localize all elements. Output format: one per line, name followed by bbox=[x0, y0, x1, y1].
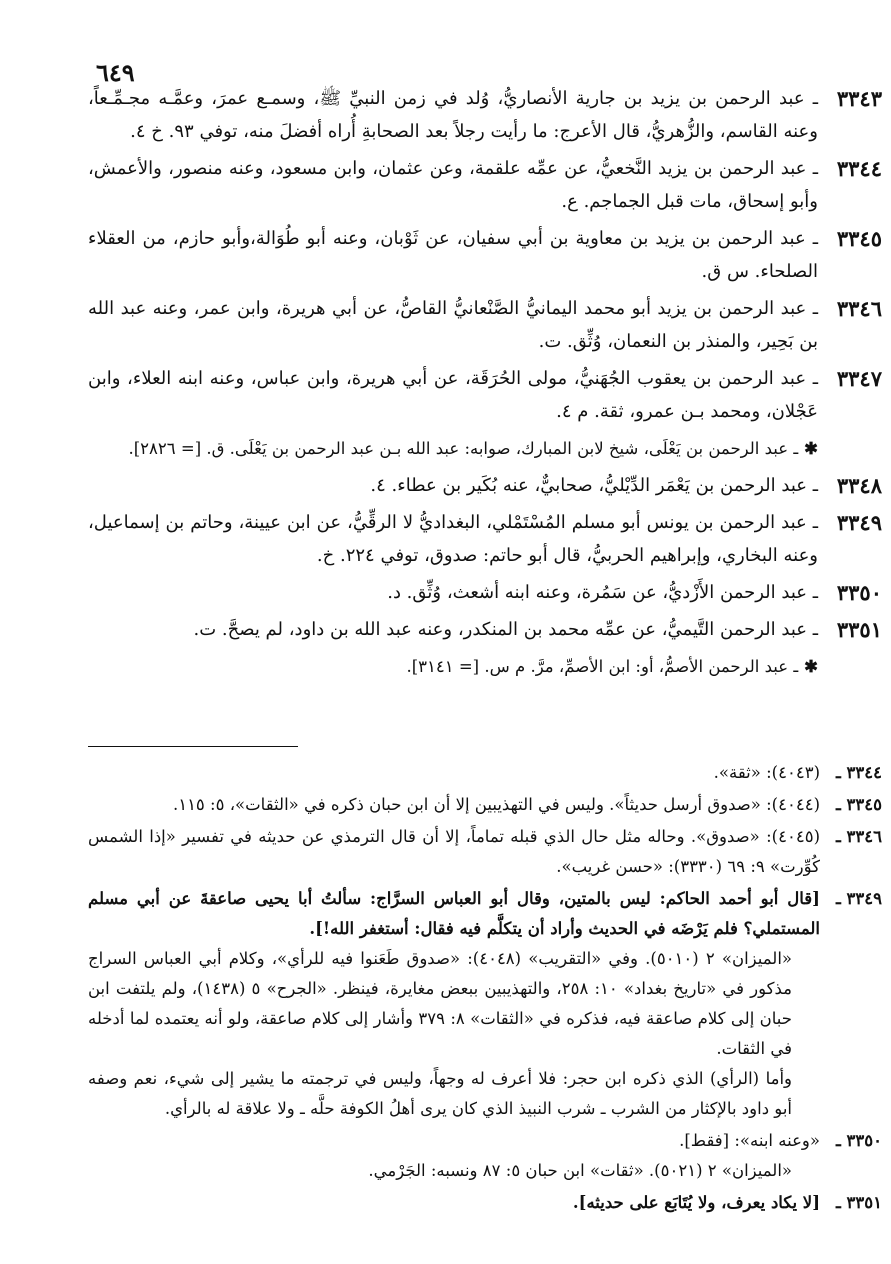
entry-number: ٣٣٤٦ bbox=[836, 296, 882, 321]
entry bbox=[88, 292, 882, 358]
asterisk-icon: ✱ bbox=[804, 657, 818, 676]
entry-text: ـ عبد الرحمن بن يَعْلَى، شيخ لابن المبارك، صوابه: عبد الله بـن عبد الرحمن بن يَعْلَى. ق. [= ٢٨٢٦]. bbox=[128, 439, 799, 458]
footnote bbox=[88, 884, 882, 1124]
footnote-text: (٤٠٤٣): «ثقة». bbox=[713, 763, 820, 782]
footnote-text: (٤٠٤٤): «صدوق أرسل حديثاً». وليس في التهذيبين إلا أن ابن حبان ذكره في «الثقات»، ٥: ١١٥. bbox=[172, 795, 820, 814]
page-number: ٦٤٩ bbox=[96, 58, 135, 87]
entry-text: ـ عبد الرحمن التَّيميُّ، عن عمِّه محمد بن المنكدر، وعنه عبد الله بن داود، لم يصحَّ. ت. bbox=[193, 619, 818, 640]
asterisk-icon: ✱ bbox=[804, 439, 818, 458]
entry bbox=[88, 469, 882, 502]
entry-text: ـ عبد الرحمن بن يونس أبو مسلم المُسْتَمْلي، البغداديُّ لا الرقِّيُّ، عن ابن عيينة، وحاتم بن إسماعيل، وعنه البخاري، وإبراهيم الحربيُّ، قال أبو حاتم: صدوق، توفي ٢٢٤. خ. bbox=[88, 512, 818, 566]
footnote-bold-text: [قال أبو أحمد الحاكم: ليس بالمتين، وقال أبو العباس السرَّاج: سألتُ أبا يحيى صاعقةَ عن أبي مسلم المستملي؟ فلم يَرْضَه في الحديث وأراد أن يتكلَّم فيه فقال: أستغفر الله!]. bbox=[88, 889, 820, 938]
entry bbox=[88, 576, 882, 609]
footnote-number: ٣٣٤٩ ـ bbox=[835, 889, 882, 908]
footnote-bold-text: [لا يكاد يعرف، ولا يُتَابَع على حديثه]. bbox=[572, 1193, 820, 1212]
footnote bbox=[88, 790, 882, 820]
footnote-paragraph: وأما (الرأي) الذي ذكره ابن حجر: فلا أعرف له وجهاً، وليس في ترجمته ما يشير إلى شيء، نعم وصفه أبو داود بالإكثار من الشرب ـ شرب النبيذ الذي كان يرى أهلُ الكوفة حلَّه ـ ولا علاقة له بالرأي. bbox=[88, 1069, 792, 1118]
entry bbox=[88, 362, 882, 428]
entry-text: ـ عبد الرحمن بن يزيد أبو محمد اليمانيُّ الصَّنْعانيُّ القاصُّ، عن أبي هريرة، وابن عمر، وعنه عبد الله بن بَحِير، والمنذر بن النعمان، وُثِّق. ت. bbox=[88, 298, 818, 352]
footnote-number: ٣٣٥٠ ـ bbox=[835, 1131, 882, 1150]
footnote-text: (٤٠٤٥): «صدوق». وحاله مثل حال الذي قبله تماماً، إلا أن قال الترمذي عن حديثه في تفسير «إذا الشمس كُوِّرت» ٩: ٦٩ (٣٣٣٠): «حسن غريب». bbox=[88, 827, 820, 876]
footnotes bbox=[88, 758, 882, 1220]
entry-text: ـ عبد الرحمن بن يزيد بن معاوية بن أبي سفيان، عن ثَوْبان، وعنه أبو طُوَالة،وأبو حازم، من العقلاء الصلحاء. س ق. bbox=[88, 228, 818, 282]
footnote-text: «وعنه ابنه»: [فقط]. bbox=[679, 1131, 820, 1150]
footnote-divider bbox=[88, 746, 298, 747]
footnote-number: ٣٣٤٦ ـ bbox=[835, 827, 882, 846]
entry-number: ٣٣٥٠ bbox=[836, 580, 882, 605]
entries-list bbox=[88, 82, 882, 687]
entry bbox=[88, 506, 882, 572]
entry-text: ـ عبد الرحمن الأصمُّ، أو: ابن الأصمِّ، مرَّ. م س. [= ٣١٤١]. bbox=[406, 657, 799, 676]
entry-text: ـ عبد الرحمن بن يعقوب الجُهَنيُّ، مولى الحُرَقَة، عن أبي هريرة، وابن عباس، وعنه ابنه العلاء، وابن عَجْلان، ومحمد بـن عمرو، ثقة. م ٤. bbox=[88, 368, 818, 422]
entry bbox=[88, 152, 882, 218]
entry bbox=[88, 613, 882, 646]
cross-reference-entry bbox=[88, 432, 882, 465]
entry-text: ـ عبد الرحمن بن يَعْمَر الدِّيْليُّ، صحابيٌّ، عنه بُكَير بن عطاء. ٤. bbox=[370, 475, 818, 496]
entry-number: ٣٣٤٣ bbox=[836, 86, 882, 111]
footnote-number: ٣٣٤٥ ـ bbox=[835, 795, 882, 814]
entry-number: ٣٣٤٩ bbox=[836, 510, 882, 535]
footnote bbox=[88, 822, 882, 882]
cross-reference-entry bbox=[88, 650, 882, 683]
footnote-paragraph: «الميزان» ٢ (٥٠١٠). وفي «التقريب» (٤٠٤٨): «صدوق طَعَنوا فيه للرأي»، وكلام أبي العباس السراج مذكور في «تاريخ بغداد» ١٠: ٢٥٨، والتهذيبين ببعض مغايرة، فينظر. «الجرح» ٥ (١٤٣٨)، ولم يلتفت ابن حبان إلى كلام صاعقة فيه، فذكره في «الثقات» ٨: ٣٧٩ وأشار إلى كلام صاعقة، ولو أنه يعتمده لما أدخله في الثقات. bbox=[88, 949, 793, 1058]
entry-text: ـ عبد الرحمن بن يزيد النَّخعيُّ، عن عمِّه علقمة، وعن عثمان، وابن مسعود، وعنه منصور، والأعمش، وأبو إسحاق، مات قبل الجماجم. ع. bbox=[88, 158, 818, 212]
footnote-number: ٣٣٤٤ ـ bbox=[835, 763, 882, 782]
footnote bbox=[88, 1126, 882, 1186]
footnote bbox=[88, 1188, 882, 1218]
entry-number: ٣٣٤٥ bbox=[836, 226, 882, 251]
footnote bbox=[88, 758, 882, 788]
entry-number: ٣٣٤٨ bbox=[836, 473, 882, 498]
entry bbox=[88, 222, 882, 288]
footnote-paragraph: «الميزان» ٢ (٥٠٢١). «ثقات» ابن حبان ٥: ٨٧ ونسبه: الجَرْمي. bbox=[368, 1161, 792, 1180]
entry-number: ٣٣٥١ bbox=[836, 617, 882, 642]
entry-number: ٣٣٤٤ bbox=[836, 156, 882, 181]
footnote-number: ٣٣٥١ ـ bbox=[835, 1193, 882, 1212]
entry-text: ـ عبد الرحمن الأَزْديُّ، عن سَمُرة، وعنه ابنه أشعث، وُثِّق. د. bbox=[387, 582, 818, 603]
entry bbox=[88, 82, 882, 148]
entry-text: ـ عبد الرحمن بن يزيد بن جارية الأنصاريُّ، وُلد في زمن النبيِّ ﷺ، وسمـع عمرَ، وعمَّـه مجـمِّـعاً، وعنه القاسم، والزُّهريُّ، قال الأعرج: ما رأيت رجلاً بعد الصحابةِ أُراه أفضلَ منه، توفي ٩٣. خ ٤. bbox=[88, 88, 818, 142]
entry-number: ٣٣٤٧ bbox=[836, 366, 882, 391]
